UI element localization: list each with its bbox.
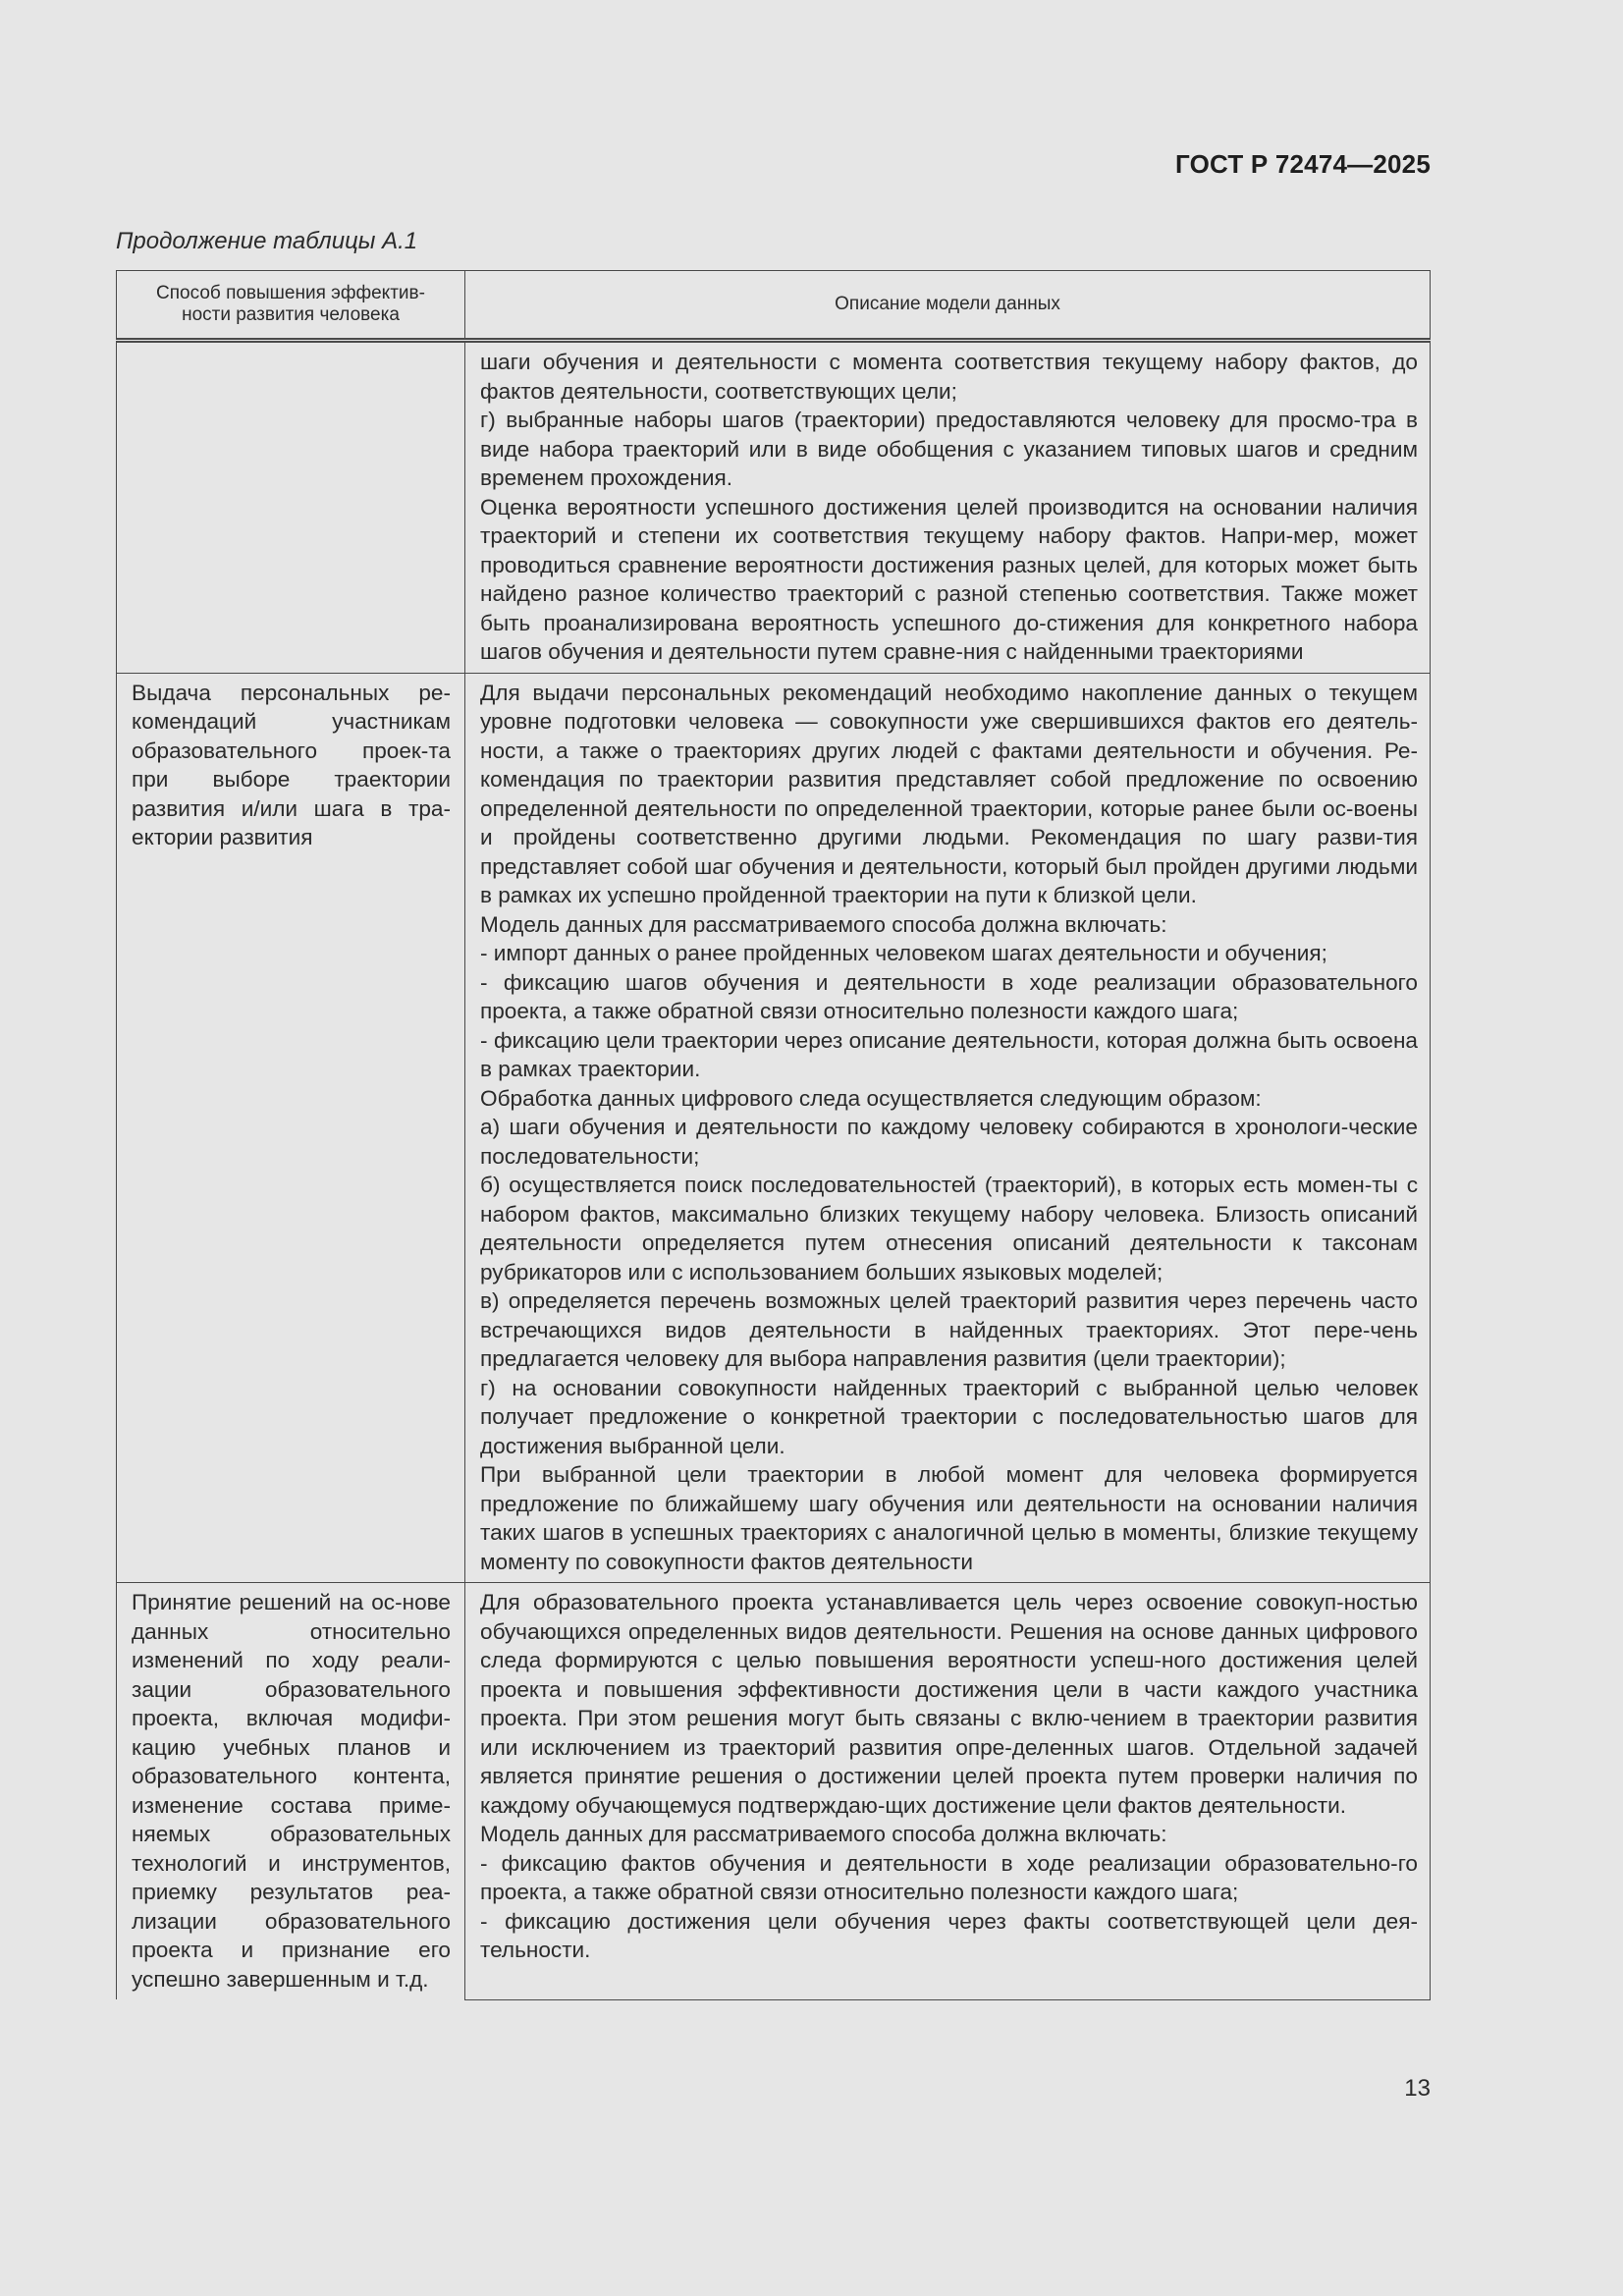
column-header-line: Способ повышения эффектив- — [156, 283, 425, 303]
description-paragraph: Обработка данных цифрового следа осуществляется следующим образом: — [480, 1085, 1262, 1111]
description-paragraph: Для образовательного проекта устанавливается цель через освоение совокуп-ностью обучающихся определенных видов деятельности. Решения на основе данных цифрового следа формируются с целью повышения вероятности успеш-ного достижения целей проекта и повышения эффективности достижения цели в части каждого участника проекта. При этом решения могут быть связаны с вклю-чением в траектории развития или исключением из траекторий развития опре-деленных шагов. Отдельной задачей является принятие решения о достижении целей проекта путем проверки наличия по каждому обучающемуся подтверждаю-щих достижение цели фактов деятельности. — [480, 1590, 1418, 1818]
method-cell — [117, 341, 465, 674]
standard-designation: ГОСТ Р 72474—2025 — [1175, 149, 1431, 179]
description-paragraph: - импорт данных о ранее пройденных человеком шагах деятельности и обучения; — [480, 941, 1327, 965]
description-paragraph: Модель данных для рассматриваемого способа должна включать: — [480, 1822, 1167, 1846]
description-paragraph: - фиксацию достижения цели обучения через факты соответствующей цели дея-тельности. — [480, 1908, 1418, 1962]
description-paragraph: - фиксацию фактов обучения и деятельности в ходе реализации образовательно-го проекта, а также обратной связи относительно полезности каждого шага; — [480, 1850, 1418, 1904]
description-paragraph: Оценка вероятности успешного достижения целей производится на основании наличия траекторий и степени их соответствия текущему набору фактов. Напри-мер, может проводиться сравнение вероятности достижения разных целей, для которых может быть найдено разное количество траекторий с разной степенью соответствия. Также может быть проанализирована вероятность успешного до-стижения для конкретного набора шагов обучения и деятельности путем сравне-ния с найденными траекториями — [480, 494, 1418, 664]
column-header-method — [117, 271, 465, 341]
description-paragraph: Модель данных для рассматриваемого способа должна включать: — [480, 911, 1167, 937]
description-paragraph: Для выдачи персональных рекомендаций необходимо накопление данных о текущем уровне подготовки человека — совокупности уже свершившихся фактов его деятель-ности, а также о траекториях других людей с фактами деятельности и обучения. Ре-комендация по траектории развития представляет собой предложение по освоению определенной деятельности по определенной траектории, которые ранее были ос-воены и пройдены соответственно другими людьми. Рекомендация по шагу разви-тия представляет собой шаг обучения и деятельности, который был пройден другими людьми в рамках их успешно пройденной траектории на пути к близкой цели. — [480, 680, 1418, 907]
description-paragraph: При выбранной цели траектории в любой момент для человека формируется предложение по ближайшему шагу обучения или деятельности на основании наличия таких шагов в успешных траекториях с аналогичной целью в моменты, близкие текущему моменту по совокупности фактов деятельности — [480, 1462, 1418, 1574]
description-cell — [465, 673, 1431, 1583]
column-header-description: Описание модели данных — [465, 271, 1431, 341]
method-cell: Принятие решений на ос-нове данных относительно изменений по ходу реали-зации образовательного проекта, включая модифи-кацию учебных планов и образовательного контента, изменение состава приме-няемых образовательных технологий и инструментов, приемку результатов реа-лизации образовательного проекта и признание его успешно завершенным и т.д. — [117, 1583, 465, 2000]
data-model-table — [116, 270, 1431, 2000]
column-header-line: ности развития человека — [182, 304, 400, 325]
table-row — [117, 673, 1431, 1583]
table-row — [117, 341, 1431, 674]
table-header-row — [117, 271, 1431, 341]
description-paragraph: - фиксацию цели траектории через описание деятельности, которая должна быть освоена в рамках траектории. — [480, 1027, 1418, 1081]
description-paragraph: в) определяется перечень возможных целей траекторий развития через перечень часто встречающихся видов деятельности в найденных траекториях. Этот пере-чень предлагается человеку для выбора направления развития (цели траектории); — [480, 1288, 1418, 1371]
description-paragraph: а) шаги обучения и деятельности по каждому человеку собираются в хронологи-ческие последовательности; — [480, 1115, 1418, 1169]
table-caption: Продолжение таблицы А.1 — [116, 228, 418, 254]
description-paragraph: - фиксацию шагов обучения и деятельности в ходе реализации образовательного проекта, а также обратной связи относительно полезности каждого шага; — [480, 969, 1418, 1023]
method-cell: Выдача персональных ре-комендаций участникам образовательного проек-та при выборе траектории развития и/или шага в тра-ектории развития — [117, 673, 465, 1583]
description-paragraph: г) на основании совокупности найденных траекторий с выбранной целью человек получает предложение о конкретной траектории с последовательностью шагов для достижения выбранной цели. — [480, 1375, 1418, 1458]
page-number: 13 — [1404, 2075, 1431, 2102]
description-cell — [465, 341, 1431, 674]
description-paragraph: б) осуществляется поиск последовательностей (траекторий), в которых есть момен-ты с набором фактов, максимально близких текущему набору человека. Близость описаний деятельности определяется путем отнесения описаний деятельности к таксонам рубрикаторов или с использованием больших языковых моделей; — [480, 1173, 1418, 1285]
description-paragraph: г) выбранные наборы шагов (траектории) предоставляются человеку для просмо-тра в виде набора траекторий или в виде обобщения с указанием типовых шагов и средним временем прохождения. — [480, 408, 1418, 490]
table-row — [117, 1583, 1431, 2000]
description-paragraph: шаги обучения и деятельности с момента соответствия текущему набору фактов, до фактов деятельности, соответствующих цели; — [480, 350, 1418, 404]
description-cell — [465, 1583, 1431, 2000]
table-body — [117, 341, 1431, 2000]
